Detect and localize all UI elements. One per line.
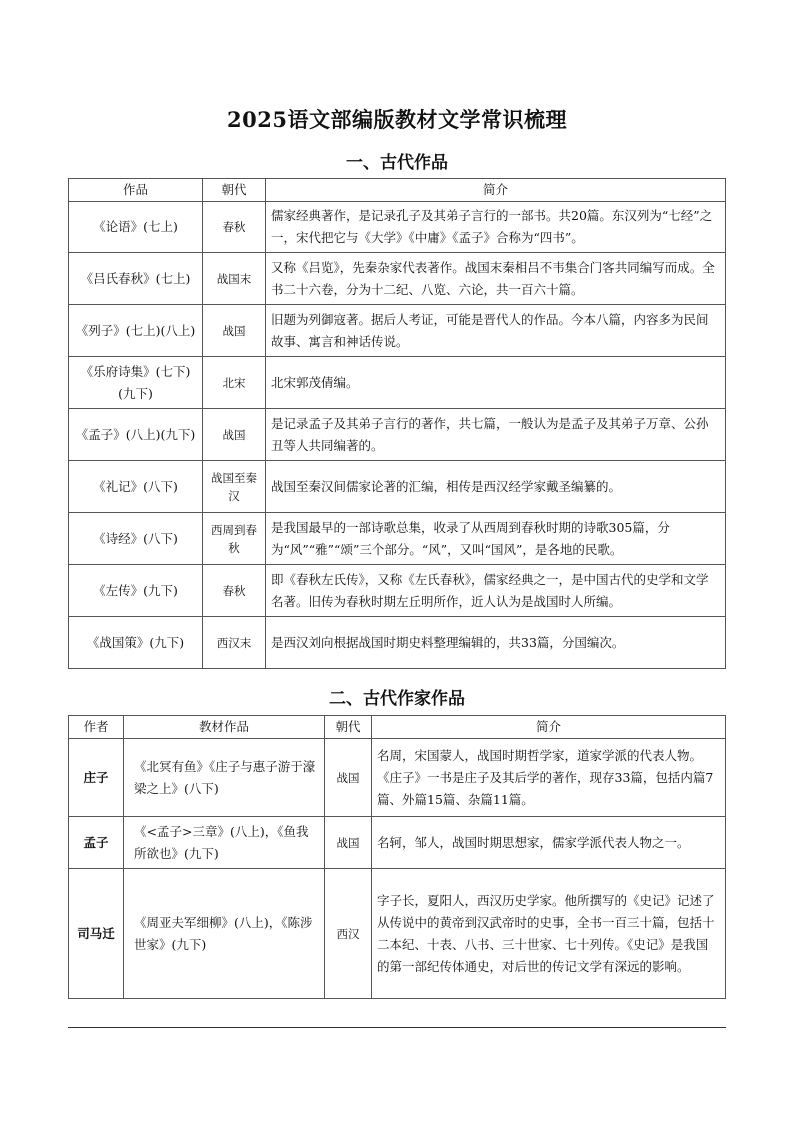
work-name: 《礼记》(八下): [69, 461, 203, 513]
table-row: [69, 513, 726, 565]
table-row: [69, 409, 726, 461]
dynasty: 西汉末: [203, 617, 266, 669]
work-name: 《左传》(九下): [69, 565, 203, 617]
description: 字子长，夏阳人，西汉历史学家。他所撰写的《史记》记述了从传说中的黄帝到汉武帝时的史事，全书一百三十篇，包括十二本纪、十表、八书、三十世家、七十列传。《史记》是我国的第一部纪传体通史，对后世的传记文学有深远的影响。: [372, 869, 726, 999]
dynasty: 战国: [325, 739, 372, 817]
table-row: [69, 869, 726, 999]
table-row: [69, 565, 726, 617]
dynasty: 战国至秦汉: [203, 461, 266, 513]
description: 战国至秦汉间儒家论著的汇编，相传是西汉经学家戴圣编纂的。: [266, 461, 726, 513]
header-work: 作品: [69, 179, 203, 202]
work-name: 《乐府诗集》(七下)(九下): [69, 357, 203, 409]
table-row: [69, 817, 726, 869]
description: 旧题为列御寇著。据后人考证，可能是晋代人的作品。今本八篇，内容多为民间故事、寓言和神话传说。: [266, 305, 726, 357]
description: 是西汉刘向根据战国时期史料整理编辑的，共33篇，分国编次。: [266, 617, 726, 669]
dynasty: 北宋: [203, 357, 266, 409]
table-row: [69, 202, 726, 253]
work-name: 《诗经》(八下): [69, 513, 203, 565]
description: 即《春秋左氏传》，又称《左氏春秋》，儒家经典之一，是中国古代的史学和文学名著。旧传为春秋时期左丘明所作，近人认为是战国时人所编。: [266, 565, 726, 617]
dynasty: 春秋: [203, 202, 266, 253]
header-dynasty: 朝代: [325, 716, 372, 739]
table-header-row: [69, 179, 726, 202]
description: 名轲，邹人，战国时期思想家，儒家学派代表人物之一。: [372, 817, 726, 869]
page-title: 2025语文部编版教材文学常识梳理: [227, 107, 567, 132]
table-row: [69, 357, 726, 409]
description: 又称《吕览》，先秦杂家代表著作。战国末秦相吕不韦集合门客共同编写而成。全书二十六卷，分为十二纪、八览、六论，共一百六十篇。: [266, 253, 726, 305]
footer-divider: [68, 1027, 726, 1028]
description: 名周，宋国蒙人，战国时期哲学家，道家学派的代表人物。《庄子》一书是庄子及其后学的著作，现存33篇，包括内篇7篇、外篇15篇、杂篇11篇。: [372, 739, 726, 817]
header-desc: 简介: [372, 716, 726, 739]
table-row: [69, 305, 726, 357]
work-name: 《战国策》(九下): [69, 617, 203, 669]
header-author: 作者: [69, 716, 124, 739]
work-name: 《吕氏春秋》(七上): [69, 253, 203, 305]
description: 是记录孟子及其弟子言行的著作，共七篇，一般认为是孟子及其弟子万章、公孙丑等人共同编著的。: [266, 409, 726, 461]
author-name: 庄子: [69, 739, 124, 817]
dynasty: 战国: [203, 409, 266, 461]
author-name: 孟子: [69, 817, 124, 869]
author-name: 司马迁: [69, 869, 124, 999]
table-row: [69, 617, 726, 669]
section-heading-ancient-authors: 二、古代作家作品: [329, 689, 465, 709]
header-desc: 简介: [266, 179, 726, 202]
table-row: [69, 461, 726, 513]
description: 儒家经典著作，是记录孔子及其弟子言行的一部书。共20篇。东汉列为“七经”之一，宋代把它与《大学》《中庸》《孟子》合称为“四书”。: [266, 202, 726, 253]
table-header-row: [69, 716, 726, 739]
work-name: 《列子》(七上)(八上): [69, 305, 203, 357]
description: 是我国最早的一部诗歌总集，收录了从西周到春秋时期的诗歌305篇，分为“风”“雅”“颂”三个部分。“风”，又叫“国风”，是各地的民歌。: [266, 513, 726, 565]
dynasty: 战国: [203, 305, 266, 357]
ancient-works-table: [68, 178, 726, 669]
dynasty: 战国末: [203, 253, 266, 305]
work-name: 《论语》(七上): [69, 202, 203, 253]
table-row: [69, 739, 726, 817]
textbook-works: 《<孟子>三章》(八上)，《鱼我所欲也》(九下): [124, 817, 325, 869]
header-dynasty: 朝代: [203, 179, 266, 202]
dynasty: 西汉: [325, 869, 372, 999]
textbook-works: 《北冥有鱼》《庄子与惠子游于濠梁之上》(八下): [124, 739, 325, 817]
dynasty: 战国: [325, 817, 372, 869]
ancient-authors-table: [68, 715, 726, 999]
work-name: 《孟子》(八上)(九下): [69, 409, 203, 461]
header-works: 教材作品: [124, 716, 325, 739]
textbook-works: 《周亚夫军细柳》(八上)，《陈涉世家》(九下): [124, 869, 325, 999]
section-heading-ancient-works: 一、古代作品: [346, 153, 448, 173]
dynasty: 春秋: [203, 565, 266, 617]
table-row: [69, 253, 726, 305]
description: 北宋郭茂倩编。: [266, 357, 726, 409]
dynasty: 西周到春秋: [203, 513, 266, 565]
